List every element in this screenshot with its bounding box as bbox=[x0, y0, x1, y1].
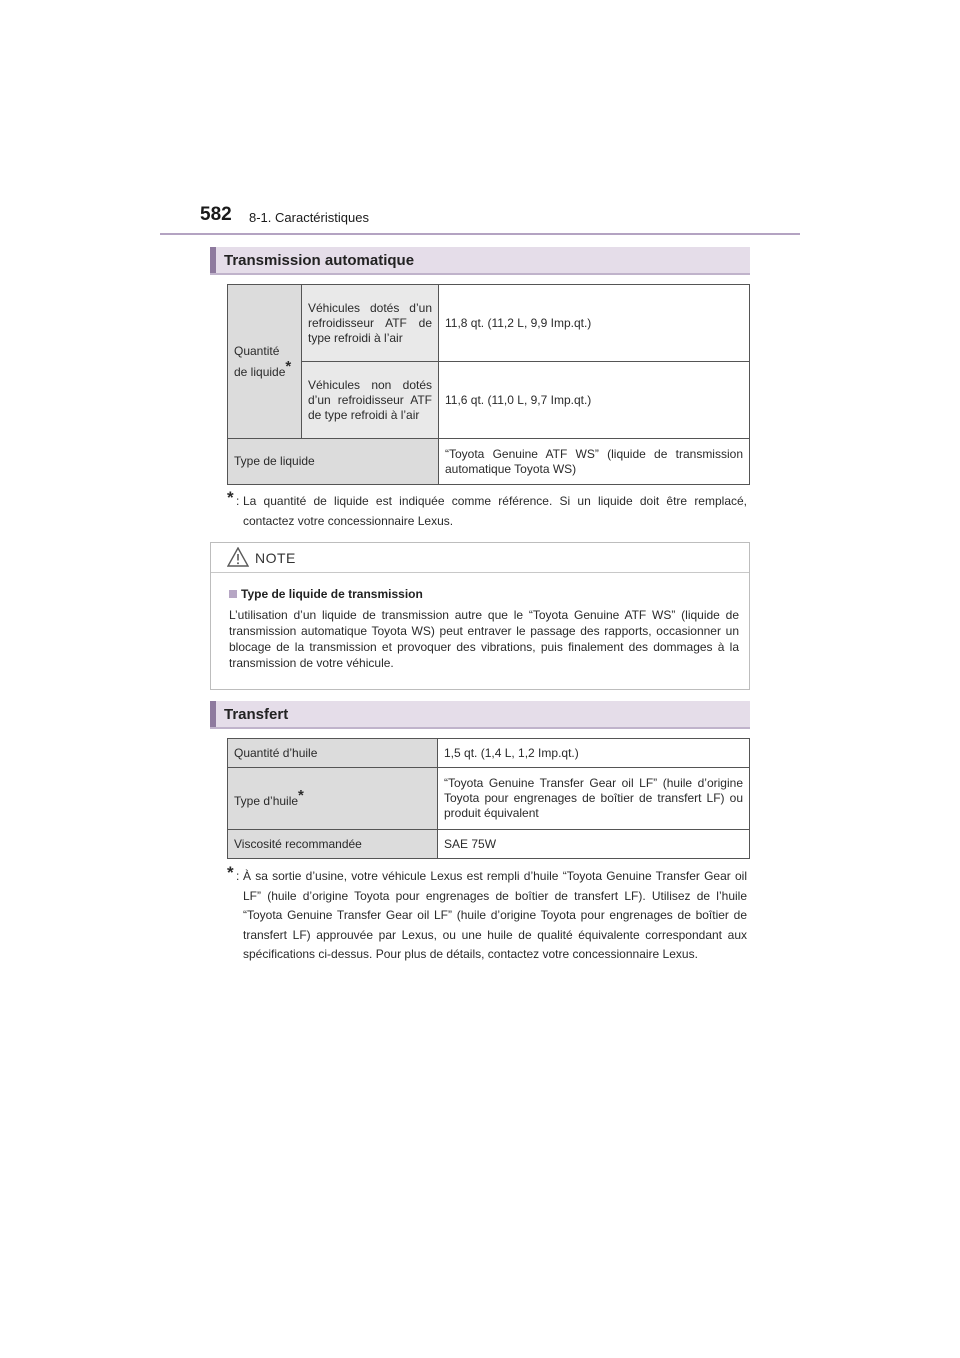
footnote-marker: * bbox=[227, 488, 234, 507]
value-cell bbox=[439, 362, 750, 439]
value-cell bbox=[439, 285, 750, 362]
value-text: 11,6 qt. (11,0 L, 9,7 Imp.qt.) bbox=[445, 392, 592, 407]
type-label: Type de liquide bbox=[234, 454, 315, 468]
transfer-label-cell bbox=[228, 830, 438, 859]
table-row bbox=[228, 439, 750, 485]
transmission-footnote: * : La quantité de liquide est indiquée comme référence. Si un liquide doit être remplacé, contactez votre concessionnaire Lexus. bbox=[227, 492, 747, 531]
transfer-label: Quantité d’huile bbox=[234, 745, 318, 760]
transfer-label-cell bbox=[228, 739, 438, 768]
transfer-value-cell bbox=[438, 739, 750, 768]
transfer-value: “Toyota Genuine Transfer Gear oil LF” (huile d’origine Toyota pour engrenages de boîtier de transfert LF) ou produit équivalent bbox=[444, 776, 743, 820]
type-value: “Toyota Genuine ATF WS” (liquide de transmission automatique Toyota WS) bbox=[445, 446, 743, 476]
table-row bbox=[228, 362, 750, 439]
square-bullet-icon bbox=[229, 590, 237, 598]
note-label: NOTE bbox=[255, 550, 296, 566]
condition-cell bbox=[302, 362, 439, 439]
table-row bbox=[228, 830, 750, 859]
table-row bbox=[228, 768, 750, 830]
transmission-table bbox=[227, 284, 750, 485]
condition-text: Véhicules dotés d’un refroidisseur ATF de type refroidi à l’air bbox=[308, 300, 432, 345]
section-title: Transmission automatique bbox=[224, 252, 415, 269]
note-box bbox=[210, 542, 750, 690]
transfer-value-cell bbox=[438, 768, 750, 830]
condition-text: Véhicules non dotés d’un refroidisseur ATF de type refroidi à l’air bbox=[308, 377, 432, 422]
section-accent-bar bbox=[210, 247, 216, 273]
transfer-value: SAE 75W bbox=[444, 836, 497, 851]
type-value-cell bbox=[439, 439, 750, 485]
section-accent-bar bbox=[210, 701, 216, 727]
note-title-text: Type de liquide de transmission bbox=[241, 587, 423, 601]
condition-cell bbox=[302, 285, 439, 362]
page-number: 582 bbox=[200, 204, 232, 225]
note-body: L’utilisation d’un liquide de transmission autre que le “Toyota Genuine ATF WS” (liquide de transmission automatique Toyota WS) peut entraver le passage des rapports, occasionner un blocage de la transmission et provoquer des vibrations, puis finalement des dommages à la transmission de votre véhicule. bbox=[229, 608, 739, 670]
transfer-label: Type d’huile bbox=[234, 794, 299, 808]
qty-label-cell bbox=[228, 285, 302, 439]
note-header bbox=[211, 543, 749, 573]
chapter-title: 8-1. Caractéristiques bbox=[249, 210, 369, 225]
footnote-marker: * bbox=[285, 357, 292, 375]
footnote-text: À sa sortie d’usine, votre véhicule Lexus est rempli d’huile “Toyota Genuine Transfer Gear oil LF” (huile d’origine Toyota pour engrenages de boîtier de transfert LF). Utilisez de l’huile “Toyota Genuine Transfer Gear oil LF” (huile d’origine Toyota pour engrenages de boîtier de transfert LF) approuvée par Lexus, ou une huile de qualité équivalente correspondant aux spécifications ci-dessus. Pour plus de détails, contactez votre concessionnaire Lexus. bbox=[243, 869, 747, 961]
transfer-value-cell bbox=[438, 830, 750, 859]
transfer-label: Viscosité recommandée bbox=[234, 836, 362, 851]
header-rule bbox=[160, 233, 800, 235]
footnote-marker: * bbox=[298, 787, 304, 804]
transfer-table bbox=[227, 738, 750, 859]
table-row bbox=[228, 285, 750, 362]
footnote-text: La quantité de liquide est indiquée comme référence. Si un liquide doit être remplacé, contactez votre concessionnaire Lexus. bbox=[243, 494, 747, 528]
table-row bbox=[228, 739, 750, 768]
transfer-footnote: * : À sa sortie d’usine, votre véhicule Lexus est rempli d’huile “Toyota Genuine Transfer Gear oil LF” (huile d’origine Toyota pour engrenages de boîtier de transfert LF). Utilisez de l’huile “Toyota Genuine Transfer Gear oil LF” (huile d’origine Toyota pour engrenages de boîtier de transfert LF) approuvée par Lexus, ou une huile de qualité équivalente correspondant aux spécifications ci-dessus. Pour plus de détails, contactez votre concessionnaire Lexus. bbox=[227, 867, 747, 965]
qty-label: Quantité de liquide bbox=[234, 343, 286, 379]
transfer-value: 1,5 qt. (1,4 L, 1,2 Imp.qt.) bbox=[444, 745, 579, 760]
footnote-marker: * bbox=[227, 863, 234, 882]
transfer-label-cell bbox=[228, 768, 438, 830]
section-header-transfer bbox=[210, 701, 750, 729]
note-title bbox=[229, 587, 423, 601]
section-header-transmission bbox=[210, 247, 750, 275]
section-title: Transfert bbox=[224, 706, 289, 723]
warning-triangle-icon bbox=[227, 547, 249, 567]
type-label-cell bbox=[228, 439, 439, 485]
value-text: 11,8 qt. (11,2 L, 9,9 Imp.qt.) bbox=[445, 315, 592, 330]
